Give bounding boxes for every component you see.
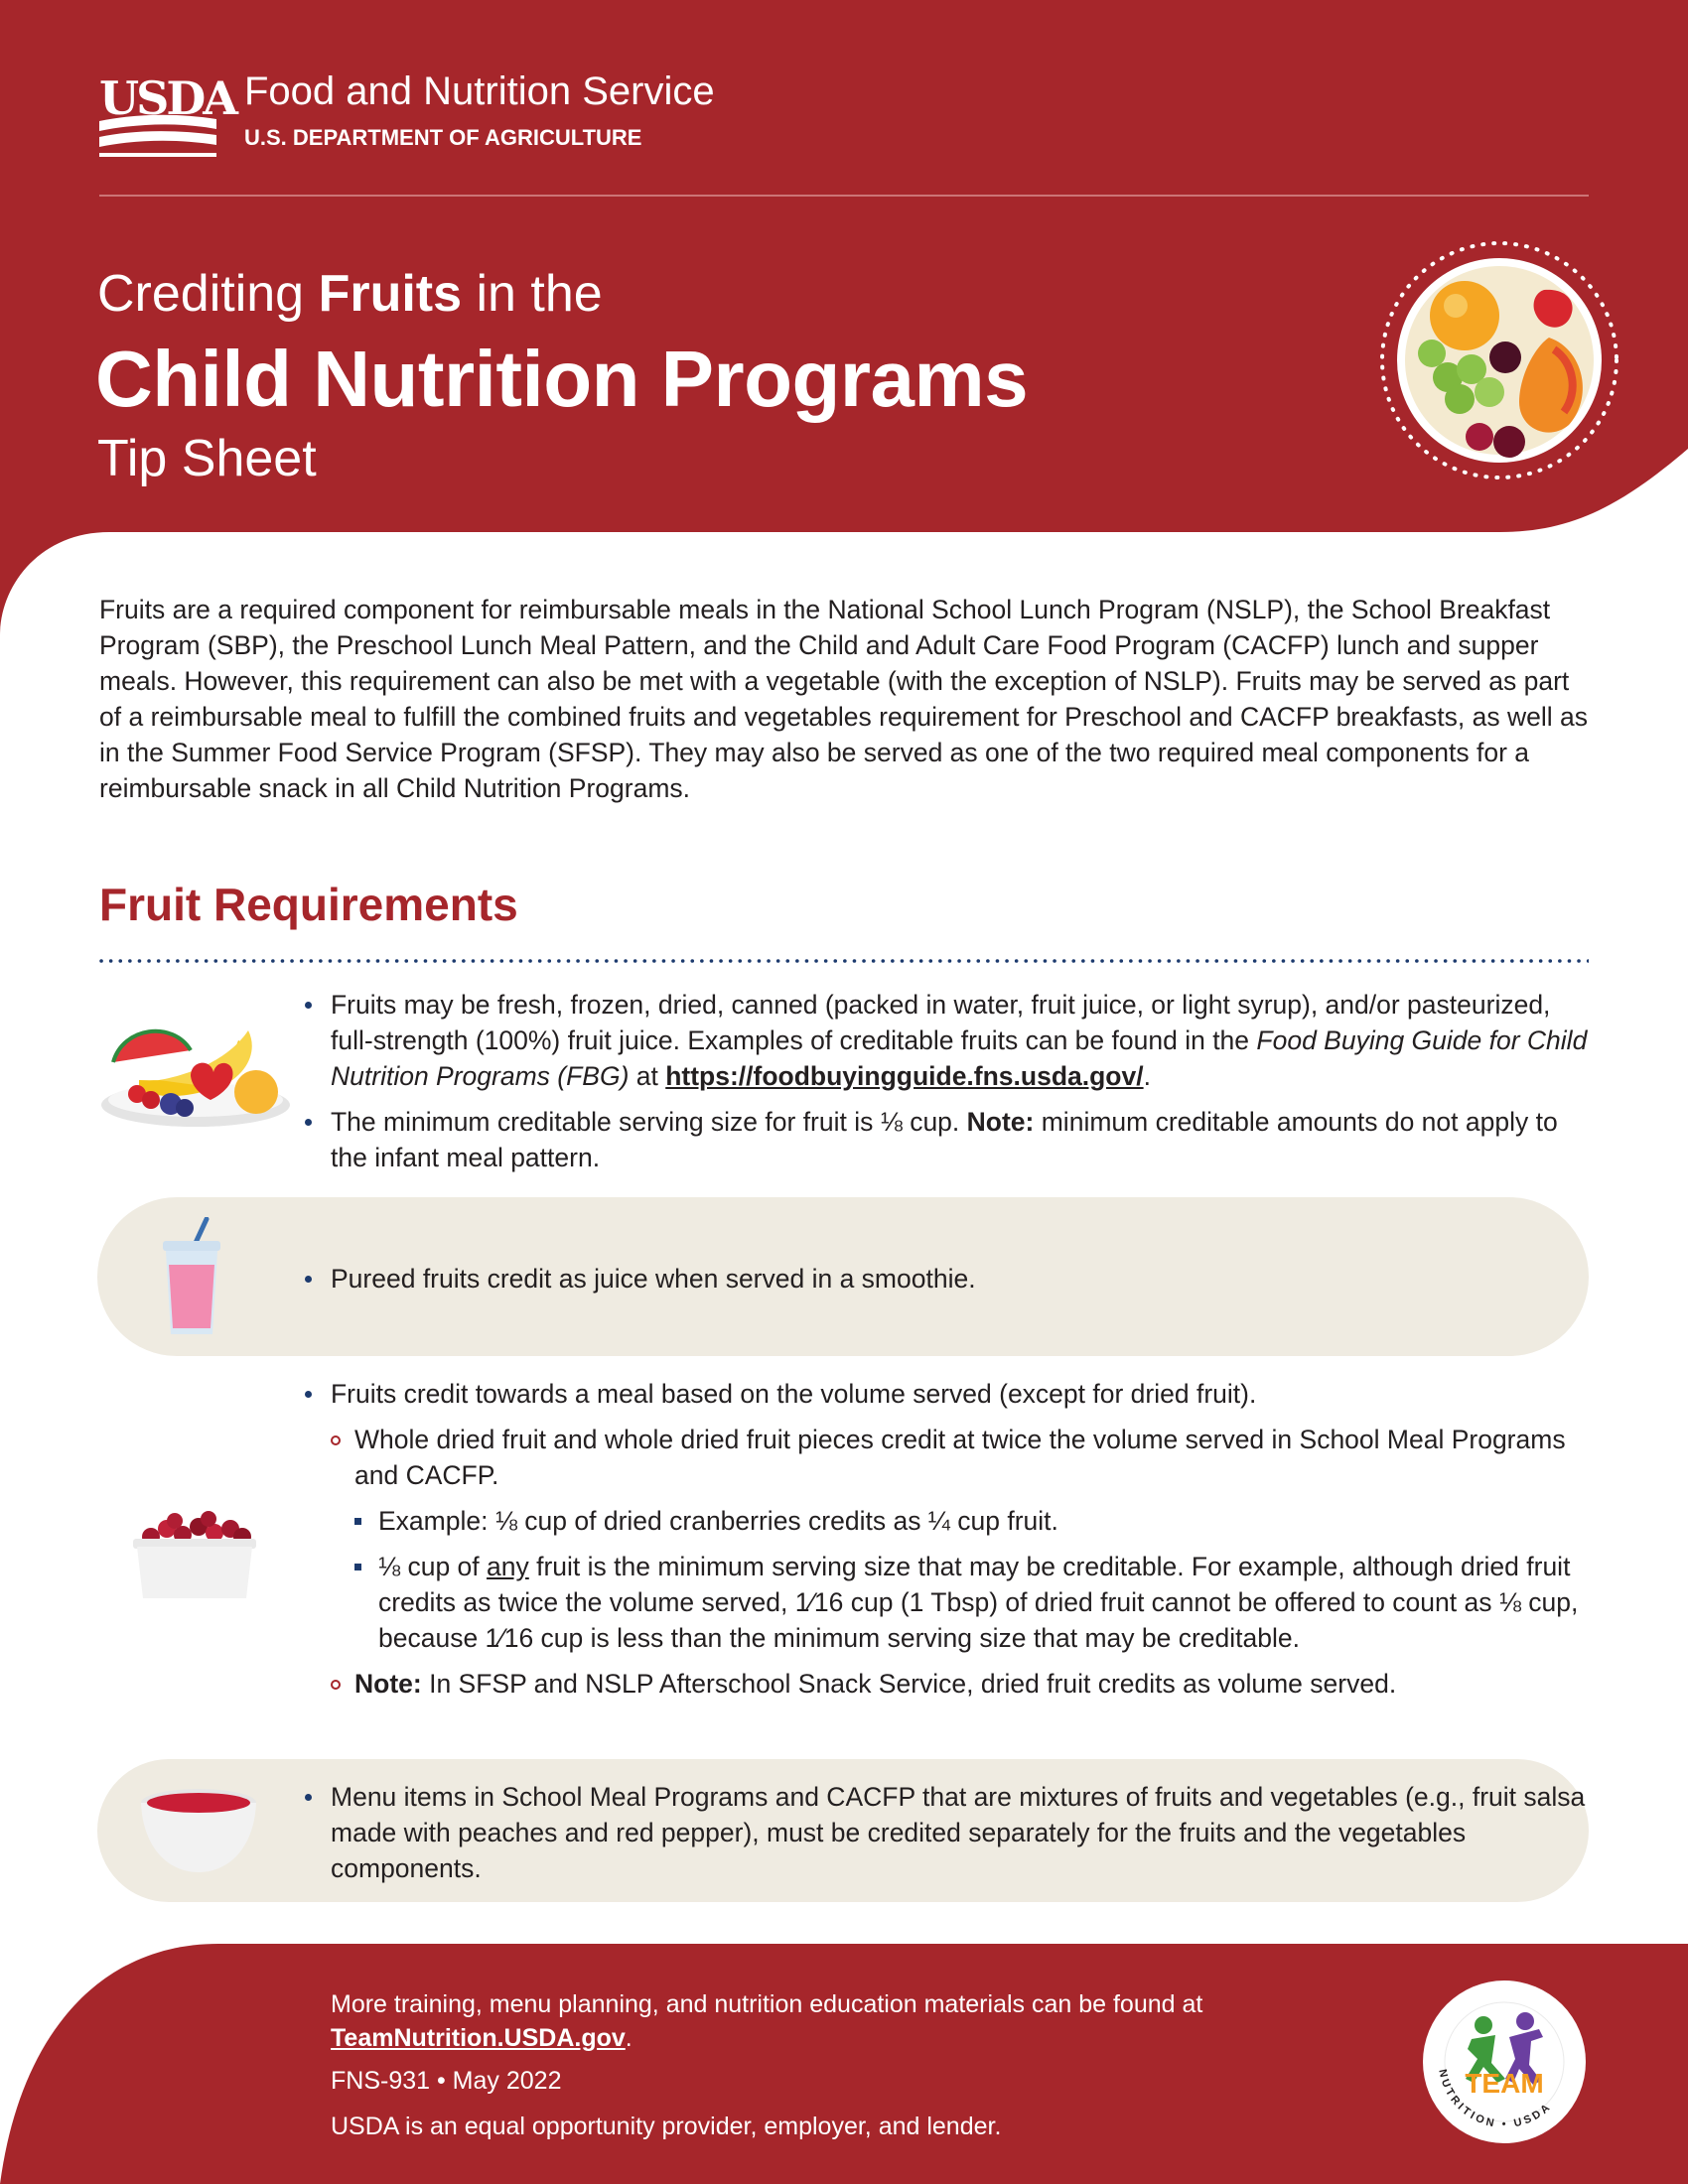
fruit-plate-icon bbox=[99, 1021, 293, 1130]
department-name: U.S. DEPARTMENT OF AGRICULTURE bbox=[244, 125, 642, 150]
intro-paragraph: Fruits are a required component for reimbursable meals in the National School Lunch Program (NSLP), the School Breakfast Program (SBP), the Preschool Lunch Meal Pattern, and the Child and Adult Care Food Program (CACFP) lunch and supper meals. However, this requirement can also be met with a vegetable (with the exception of NSLP). Fruits may be served as part of a reimbursable meal to fulfill the combined fruits and vegetables requirement for Preschool and CACFP breakfasts, as well as in the Summer Food Service Program (SFSP). They may also be served as one of the two required meal components for a reimbursable snack in all Child Nutrition Programs. bbox=[99, 595, 1588, 803]
svg-text:NUTRITION • USDA: NUTRITION • USDA bbox=[1436, 2068, 1555, 2131]
block-3-list bbox=[303, 1376, 1594, 1711]
sub-list-item: Note: In SFSP and NSLP Afterschool Snack Service, dried fruit credits as volume served. bbox=[354, 1666, 1594, 1702]
fbg-link[interactable]: https://foodbuyingguide.fns.usda.gov/ bbox=[665, 1061, 1144, 1091]
dried-cranberries-icon bbox=[129, 1509, 260, 1600]
publication-number: FNS-931 • May 2022 bbox=[331, 2067, 562, 2095]
list-item: Fruits may be fresh, frozen, dried, canned (packed in water, fruit juice, or light syrup), and/or pasteurized, full-strength (100%) fruit juice. Examples of creditable fruits can be found in the Food Buying Guide for Child Nutrition Programs (FBG) at https://foodbuyingguide.fns.usda.gov/. bbox=[303, 987, 1594, 1094]
equal-opportunity-statement: USDA is an equal opportunity provider, employer, and lender. bbox=[331, 2113, 1002, 2140]
list-item: The minimum creditable serving size for fruit is ⅛ cup. Note: minimum creditable amounts do not apply to the infant meal pattern. bbox=[303, 1104, 1594, 1175]
section-heading: Fruit Requirements bbox=[99, 879, 518, 930]
page-title: Child Nutrition Programs bbox=[95, 335, 1029, 423]
team-nutrition-link[interactable]: TeamNutrition.USDA.gov bbox=[331, 2024, 626, 2052]
sub-sub-list-item: Example: ⅛ cup of dried cranberries credits as ¼ cup fruit. bbox=[378, 1503, 1594, 1539]
list-item: Pureed fruits credit as juice when served in a smoothie. bbox=[303, 1261, 1594, 1297]
sub-list-item: Whole dried fruit and whole dried fruit pieces credit at twice the volume served in School Meal Programs and CACFP. bbox=[354, 1422, 1594, 1493]
footer-more-text: More training, menu planning, and nutrition education materials can be found at TeamNutrition.USDA.gov. bbox=[331, 1990, 1203, 2052]
dotted-divider bbox=[99, 959, 1589, 963]
team-nutrition-badge bbox=[1422, 1979, 1587, 2144]
page-subtitle: Tip Sheet bbox=[97, 430, 317, 487]
block-4-list bbox=[303, 1779, 1594, 1896]
block-2-list bbox=[303, 1261, 1594, 1306]
sub-sub-list-item: ⅛ cup of any fruit is the minimum serving size that may be creditable. For example, although dried fruit credits as twice the volume served, 1⁄16 cup (1 Tbsp) of dried fruit cannot be offered to count as ⅛ cup, because 1⁄16 cup is less than the minimum serving size that may be creditable. bbox=[378, 1549, 1594, 1656]
title-line-1: Crediting Fruits in the bbox=[97, 265, 603, 323]
usda-logo-text: USDA bbox=[99, 71, 235, 125]
agency-name: Food and Nutrition Service bbox=[244, 69, 715, 113]
list-item: Fruits credit towards a meal based on the volume served (except for dried fruit). bbox=[303, 1376, 1594, 1412]
list-item: Menu items in School Meal Programs and CACFP that are mixtures of fruits and vegetables (e.g., fruit salsa made with peaches and red pepper), must be credited separately for the fruits and the vegetables components. bbox=[303, 1779, 1594, 1886]
smoothie-cup-icon bbox=[157, 1217, 226, 1341]
svg-text:TEAM: TEAM bbox=[1465, 2068, 1544, 2099]
fruit-salsa-bowl-icon bbox=[139, 1787, 258, 1876]
block-1-list bbox=[303, 987, 1594, 1185]
